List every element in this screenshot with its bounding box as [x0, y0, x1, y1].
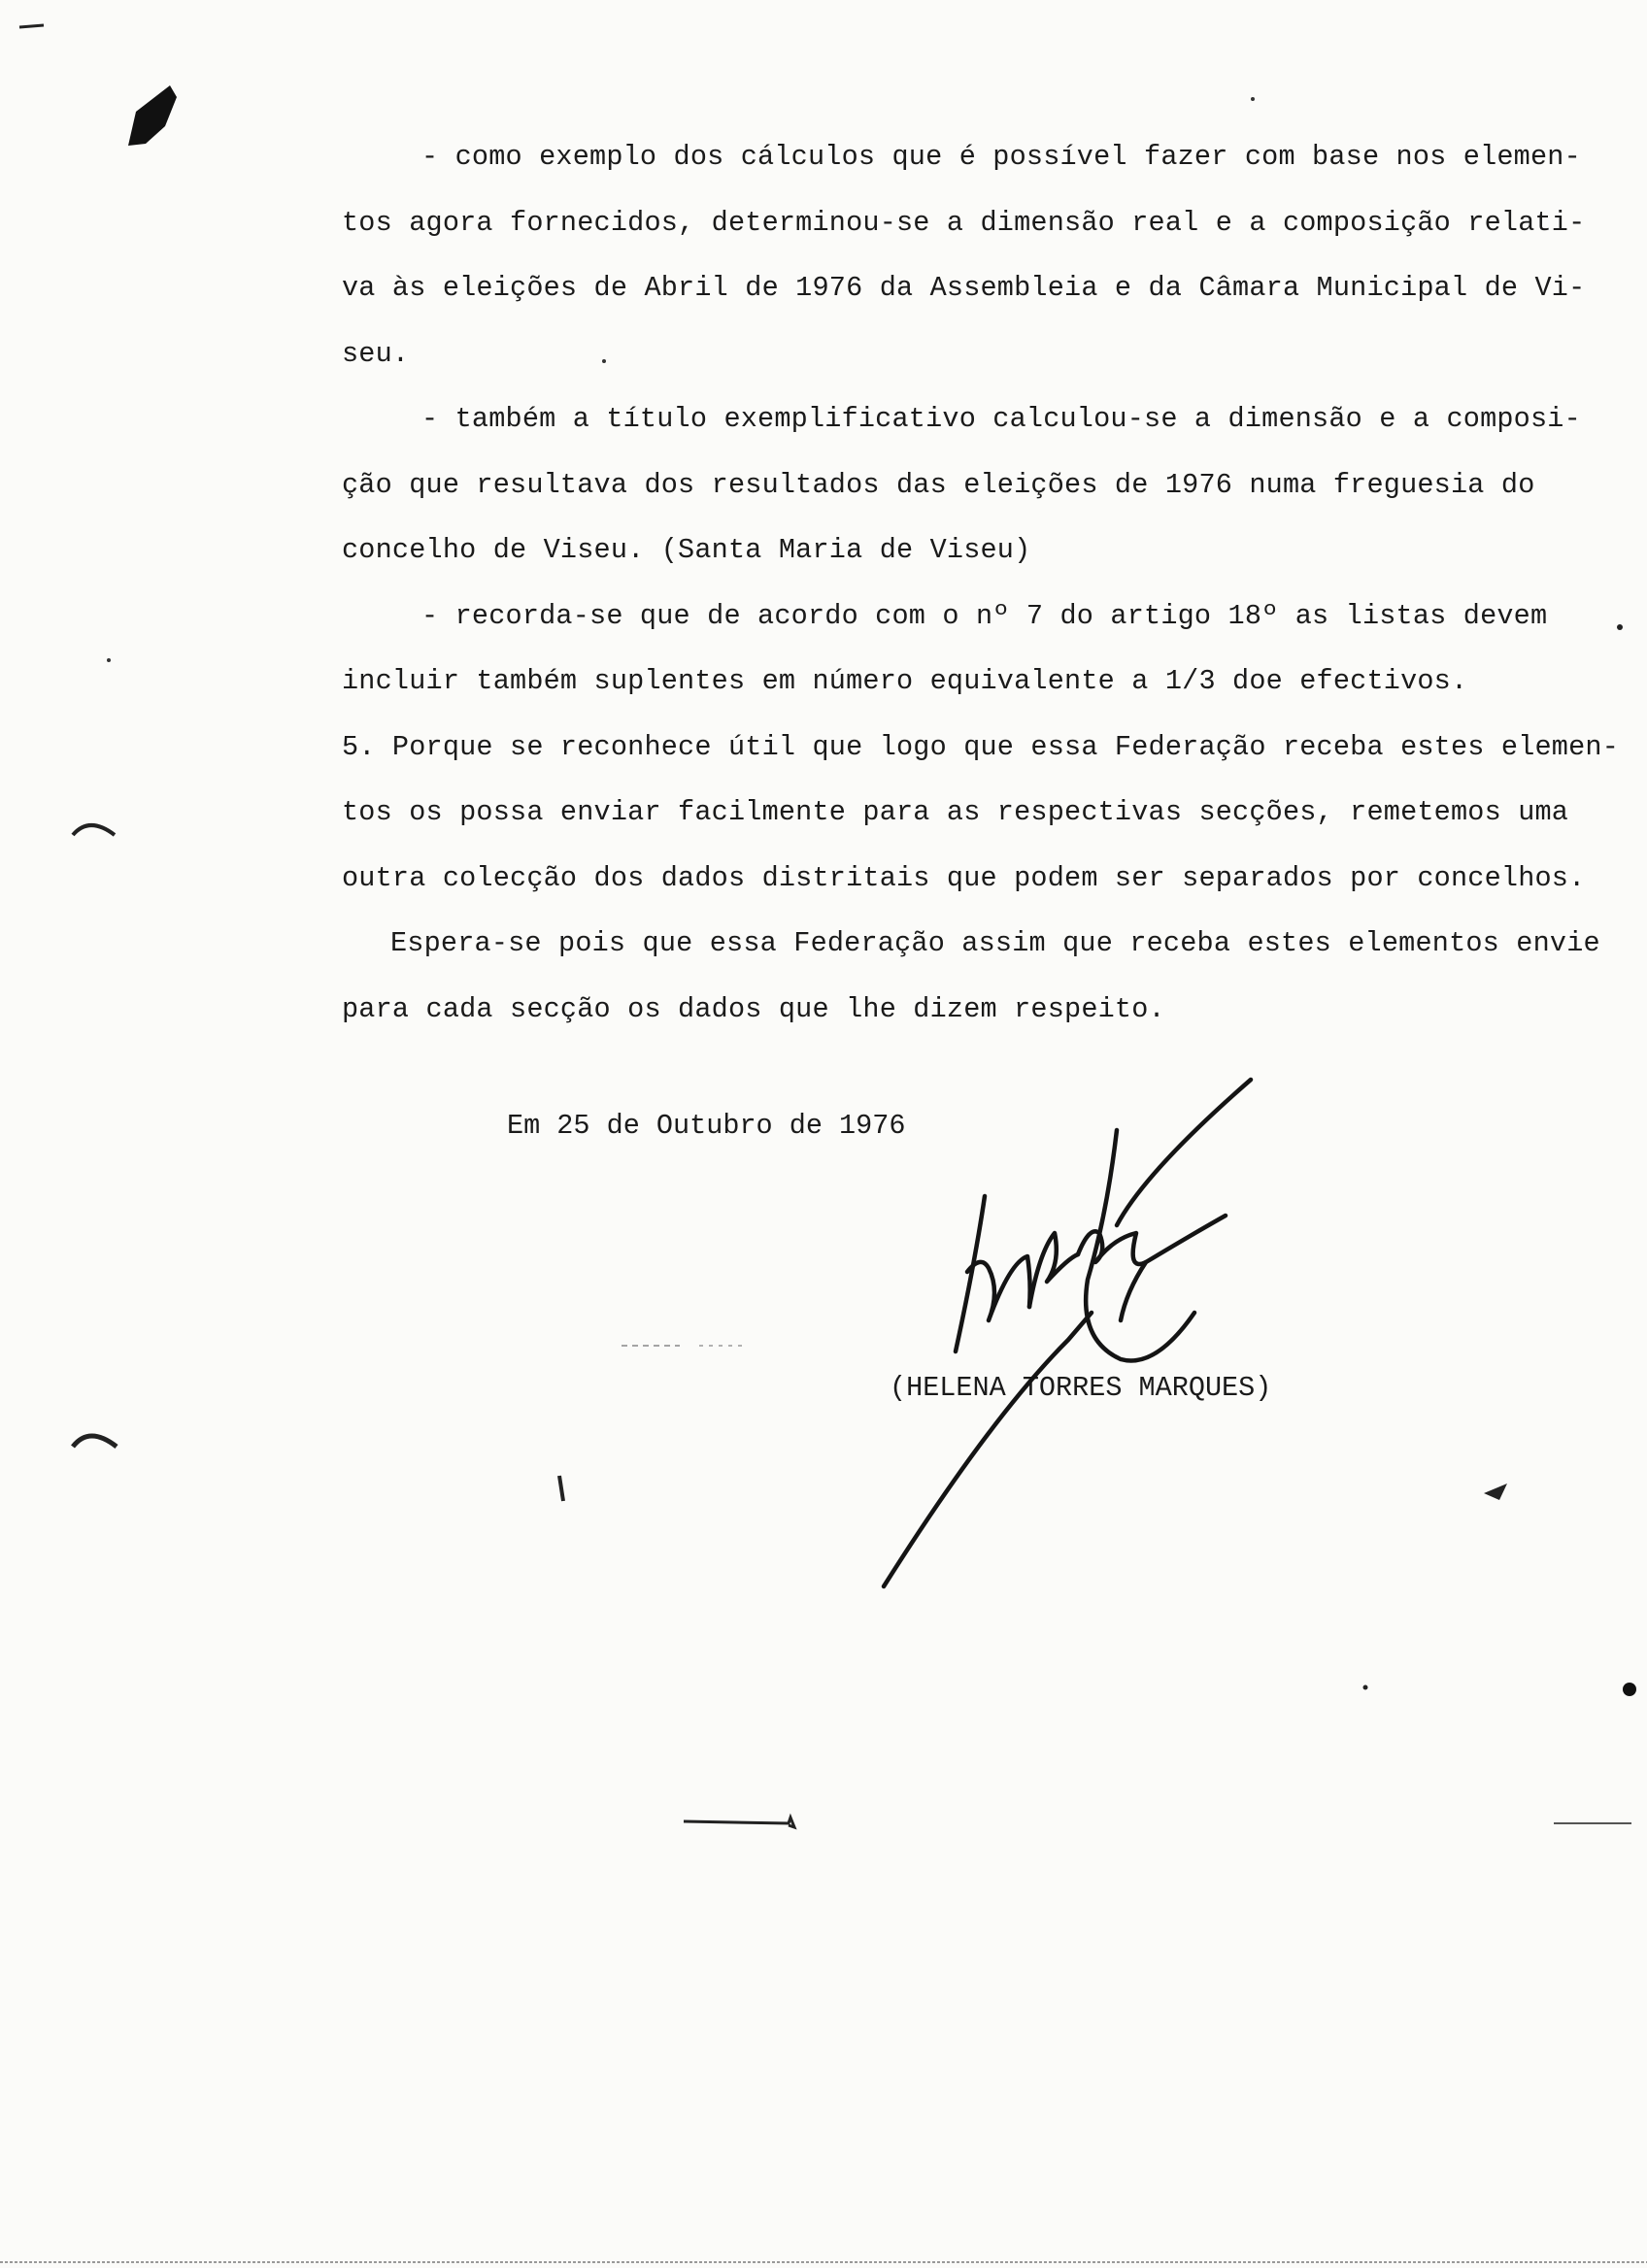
text-line: - também a título exemplificativo calculou-se a dimensão e a composi- — [421, 403, 1581, 435]
text-line: tos agora fornecidos, determinou-se a dimensão real e a composição relati- — [342, 206, 1586, 239]
text-line: concelho de Viseu. (Santa Maria de Viseu) — [342, 534, 1031, 566]
text-line: 5. Porque se reconhece útil que logo que essa Federação receba estes elemen- — [342, 730, 1620, 763]
text-line: outra colecção dos dados distritais que podem ser separados por concelhos. — [342, 861, 1586, 894]
date-line: Em 25 de Outubro de 1976 — [507, 1110, 906, 1142]
text-line: seu. — [342, 337, 410, 370]
text-line: incluir também suplentes em número equivalente a 1/3 doe efectivos. — [342, 665, 1468, 697]
signatory-name: (HELENA TORRES MARQUES) — [890, 1372, 1272, 1404]
text-line: va às eleições de Abril de 1976 da Assembleia e da Câmara Municipal de Vi- — [342, 272, 1586, 304]
text-line: para cada secção os dados que lhe dizem respeito. — [342, 992, 1165, 1025]
text-line: - como exemplo dos cálculos que é possível fazer com base nos elemen- — [421, 141, 1581, 173]
text-line: tos os possa enviar facilmente para as respectivas secções, remetemos uma — [342, 796, 1569, 828]
text-line: - recorda-se que de acordo com o nº 7 do artigo 18º as listas devem — [421, 599, 1548, 632]
text-line: Espera-se pois que essa Federação assim que receba estes elementos envie — [390, 927, 1600, 959]
letter-body — [342, 124, 1620, 1042]
text-line: ção que resultava dos resultados das eleições de 1976 numa freguesia do — [342, 468, 1535, 501]
